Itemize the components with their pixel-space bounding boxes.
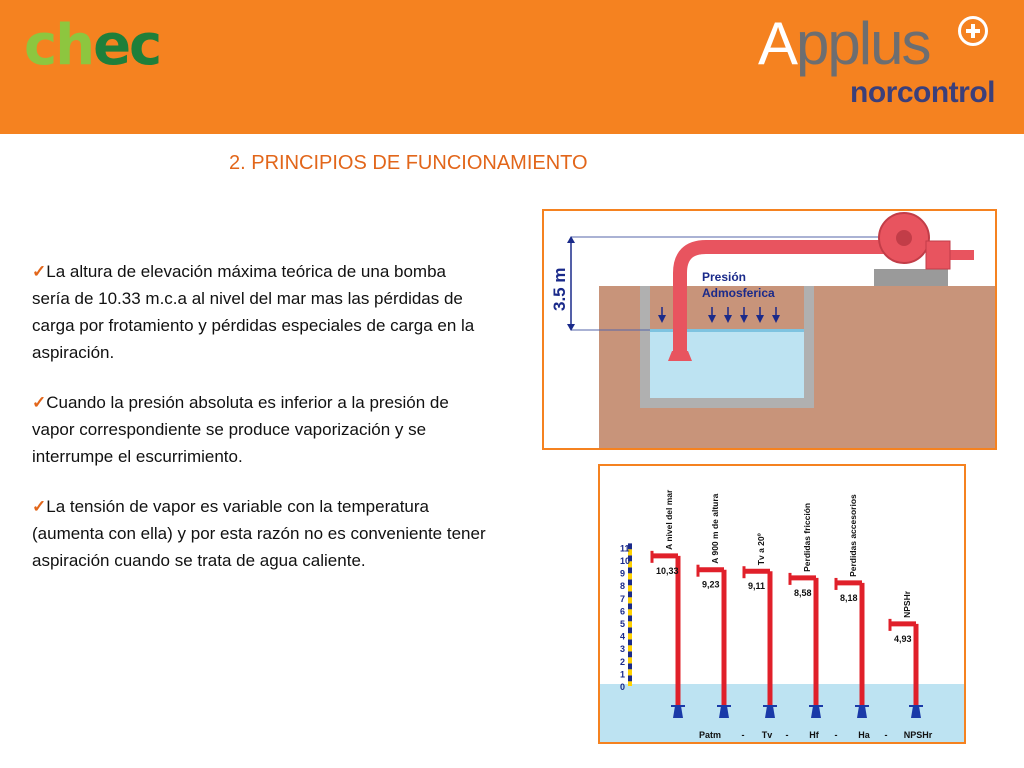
slide-title: 2. PRINCIPIOS DE FUNCIONAMIENTO bbox=[229, 152, 588, 174]
scale-tick-label: 8 bbox=[620, 581, 626, 592]
bottom-label: NPSHr bbox=[903, 730, 933, 740]
pump-base bbox=[874, 269, 948, 286]
bullet-item bbox=[32, 389, 487, 470]
checkmark-icon: ✓ bbox=[32, 262, 47, 281]
bottom-label: - bbox=[741, 730, 745, 740]
column-value: 9,11 bbox=[748, 581, 766, 592]
scale-tick-label: 1 bbox=[620, 669, 626, 680]
chec-logo: chec bbox=[24, 13, 161, 78]
applus-norcontrol-logo bbox=[758, 10, 1008, 114]
column-label: A 900 m de altura bbox=[710, 493, 720, 564]
column-value: 10,33 bbox=[656, 565, 679, 576]
scale-tick-label: 11 bbox=[620, 543, 630, 554]
column-value: 4,93 bbox=[894, 633, 912, 644]
column-label: A nivel del mar bbox=[664, 489, 674, 550]
column-label: Perdidas accesorios bbox=[848, 494, 858, 577]
checkmark-icon: ✓ bbox=[32, 497, 47, 516]
bullet-text: Cuando la presión absoluta es inferior a la presión de vapor correspondiente se produce vaporización y se interrumpe el escurrimiento. bbox=[32, 393, 449, 466]
tank-wall-right bbox=[804, 286, 814, 408]
plus-circle-icon bbox=[958, 16, 988, 46]
column-label: Tv a 20º bbox=[756, 533, 766, 566]
bottom-label: - bbox=[834, 730, 838, 740]
scale-tick-label: 6 bbox=[620, 606, 626, 617]
height-scale bbox=[620, 543, 630, 692]
bullet-item bbox=[32, 258, 487, 366]
bottom-label: Hf bbox=[809, 730, 819, 740]
bullet-item bbox=[32, 493, 487, 574]
checkmark-icon: ✓ bbox=[32, 393, 47, 412]
npsh-columns bbox=[652, 489, 923, 718]
scale-tick-label: 7 bbox=[620, 593, 626, 604]
bullet-list bbox=[32, 258, 487, 597]
bottom-label: - bbox=[884, 730, 888, 740]
scale-tick-label: 0 bbox=[620, 682, 626, 692]
pump-suction-diagram bbox=[542, 209, 997, 450]
pipe-inlet bbox=[668, 351, 692, 361]
npsh-diagram bbox=[598, 464, 966, 744]
height-label: 3.5 m bbox=[550, 267, 569, 311]
npsh-svg bbox=[600, 466, 964, 742]
bottom-label: Ha bbox=[858, 730, 870, 740]
scale-tick-label: 5 bbox=[620, 619, 626, 629]
tank-floor bbox=[640, 398, 814, 408]
norcontrol-wordmark: norcontrol bbox=[850, 76, 995, 109]
bullet-text: La altura de elevación máxima teórica de una bomba sería de 10.33 m.c.a al nivel del mar mas las pérdidas de carga por frotamiento y pérdidas especiales de carga en la aspiración. bbox=[32, 262, 475, 362]
column-value: 9,23 bbox=[702, 579, 720, 590]
column-label: Perdidas fricción bbox=[802, 502, 812, 572]
pressure-label-line2: Admosferica bbox=[702, 286, 775, 300]
scale-tick-label: 3 bbox=[620, 644, 626, 655]
column-value: 8,58 bbox=[794, 587, 812, 598]
scale-tick-label: 10 bbox=[620, 556, 631, 566]
pump-shaft bbox=[896, 230, 912, 246]
column-label: NPSHr bbox=[902, 590, 912, 618]
header-bar bbox=[0, 0, 1024, 134]
scale-tick-label: 2 bbox=[620, 656, 626, 667]
tank-wall-left bbox=[640, 286, 650, 408]
applus-wordmark: Applus bbox=[758, 10, 930, 77]
bottom-label: Patm bbox=[698, 730, 722, 740]
bottom-label: - bbox=[785, 730, 789, 740]
pump-motor bbox=[926, 241, 950, 269]
pump-diagram-svg bbox=[544, 211, 995, 448]
npsh-column bbox=[652, 489, 685, 718]
scale-tick-label: 9 bbox=[620, 568, 626, 579]
bullet-text: La tensión de vapor es variable con la temperatura (aumenta con ella) y por esta razón no es conveniente tener aspiración cuando se trata de agua caliente. bbox=[32, 497, 486, 570]
pressure-label-line1: Presión bbox=[702, 270, 747, 284]
scale-tick-label: 4 bbox=[620, 631, 626, 642]
column-value: 8,18 bbox=[840, 592, 858, 603]
bottom-label: Tv bbox=[761, 730, 773, 740]
